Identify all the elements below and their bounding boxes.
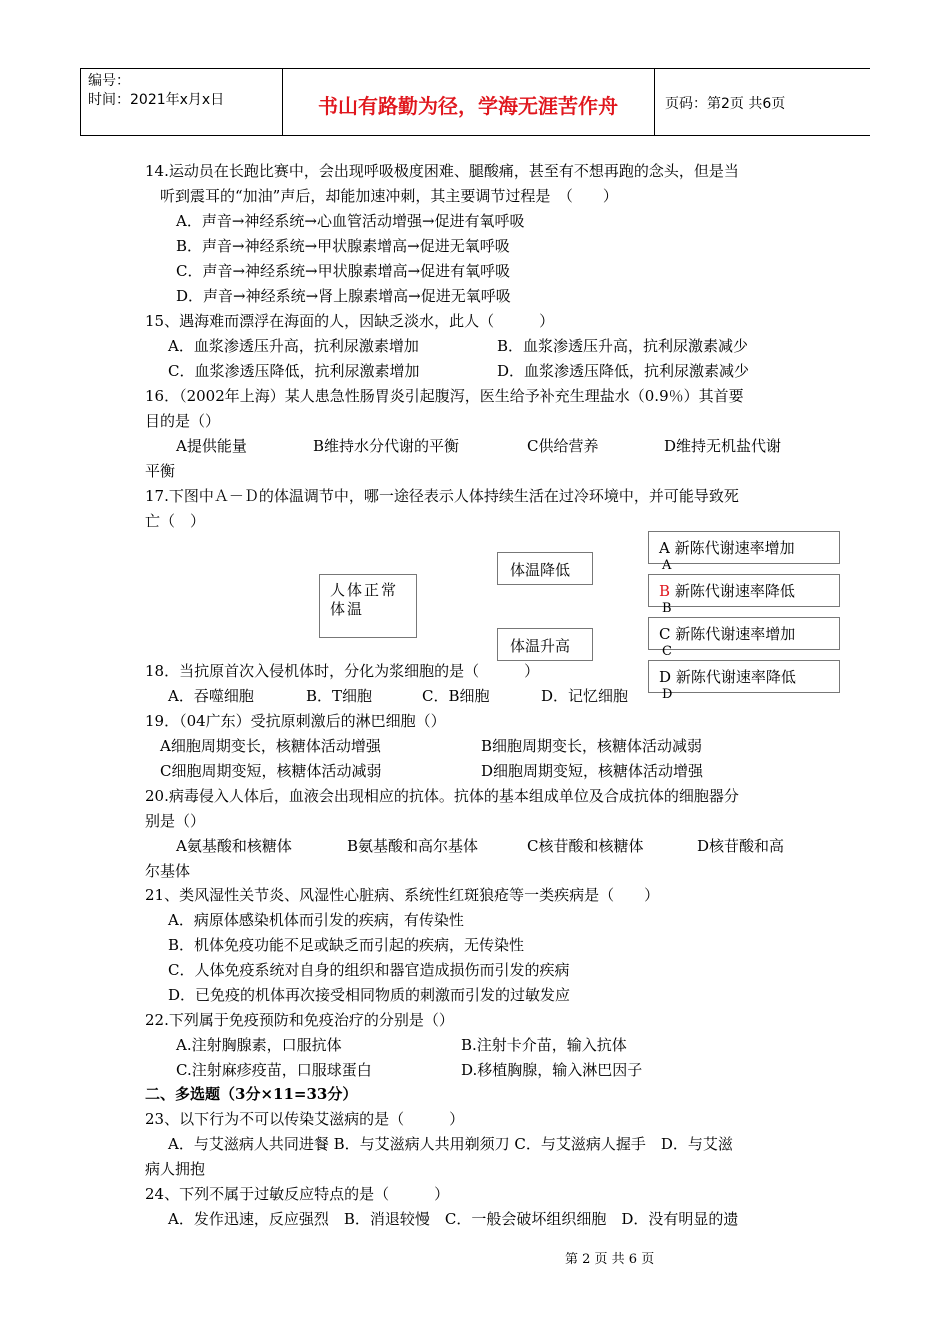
diagram-temp-drop-label: 体温降低 — [510, 561, 571, 579]
q20-option-b: B氨基酸和高尔基体 — [347, 837, 479, 855]
q23-options-cont: 病人拥抱 — [145, 1160, 206, 1178]
q15-option-c: C．血浆渗透压降低，抗利尿激素增加 — [168, 362, 420, 380]
diagram-normal-temp-label: 人体正常体温 — [330, 581, 399, 618]
diagram-box-a-letter: A — [659, 539, 670, 557]
q21-option-d: D．已免疫的机体再次接受相同物质的刺激而引发的过敏发应 — [168, 986, 571, 1004]
q14-stem-cont: 听到震耳的“加油”声后，却能加速冲刺，其主要调节过程是 （ ） — [160, 187, 618, 205]
diagram-box-d-letter: D — [659, 668, 672, 686]
q18-stem: 18．当抗原首次入侵机体时，分化为浆细胞的是（ ） — [145, 662, 540, 680]
q19-option-a: A细胞周期变长，核糖体活动增强 — [160, 737, 381, 755]
q16-stem-cont: 目的是（） — [145, 412, 221, 430]
diagram-box-b-sub: B — [662, 601, 672, 616]
diagram-box-d-sub: D — [662, 687, 673, 702]
q17-stem-cont: 亡（ ） — [145, 512, 206, 530]
q19-stem: 19．（04广东）受抗原刺激后的淋巴细胞（） — [145, 712, 446, 730]
q18-option-c: C．B细胞 — [422, 687, 490, 705]
header-meta — [88, 72, 224, 110]
q21-option-c: C．人体免疫系统对自身的组织和器官造成损伤而引发的疾病 — [168, 961, 570, 979]
diagram-box-c-sub: C — [662, 644, 672, 659]
q23-stem: 23、以下行为不可以传染艾滋病的是（ ） — [145, 1110, 465, 1128]
header-page-number: 页码：第2页 共6页 — [665, 96, 786, 112]
header-bottom-rule — [80, 135, 870, 136]
q20-stem: 20.病毒侵入人体后，血液会出现相应的抗体。抗体的基本组成单位及合成抗体的细胞器分 — [145, 787, 739, 805]
q22-stem: 22.下列属于免疫预防和免疫治疗的分别是（） — [145, 1011, 454, 1029]
q16-option-d-cont: 平衡 — [145, 462, 176, 480]
diagram-temp-rise-label: 体温升高 — [510, 637, 571, 655]
q19-option-d: D细胞周期变短，核糖体活动增强 — [481, 762, 704, 780]
diagram-box-a-text: 新陈代谢速率增加 — [674, 539, 795, 557]
q14-stem: 14.运动员在长跑比赛中，会出现呼吸极度困难、腿酸痛，甚至有不想再跑的念头，但是当 — [145, 162, 739, 180]
q15-option-d: D．血浆渗透压降低，抗利尿激素减少 — [497, 362, 750, 380]
q16-option-b: B维持水分代谢的平衡 — [313, 437, 460, 455]
q15-option-b: B．血浆渗透压升高，抗利尿激素减少 — [497, 337, 749, 355]
q20-option-a: A氨基酸和核糖体 — [176, 837, 292, 855]
header-divider — [80, 68, 81, 135]
diagram-box-a-sub: A — [662, 558, 672, 573]
q19-option-b: B细胞周期变长，核糖体活动减弱 — [481, 737, 703, 755]
q24-stem: 24、下列不属于过敏反应特点的是（ ） — [145, 1185, 450, 1203]
diagram-box-d — [648, 660, 840, 693]
diagram-box-c — [648, 617, 840, 650]
diagram-normal-temp-box — [319, 574, 417, 638]
diagram-box-a — [648, 531, 840, 564]
q16-option-a: A提供能量 — [176, 437, 247, 455]
q21-stem: 21、类风湿性关节炎、风湿性心脏病、系统性红斑狼疮等一类疾病是（ ） — [145, 886, 660, 904]
q22-option-b: B.注射卡介苗，输入抗体 — [461, 1036, 627, 1054]
q21-option-a: A．病原体感染机体而引发的疾病，有传染性 — [168, 911, 464, 929]
doc-time-label: 时间：2021年x月x日 — [88, 92, 225, 108]
q20-stem-cont: 别是（） — [145, 812, 206, 830]
q24-options: A．发作迅速，反应强烈 B．消退较慢 C．一般会破坏组织细胞 D．没有明显的遗 — [168, 1210, 739, 1228]
diagram-box-b-text: 新陈代谢速率降低 — [674, 582, 795, 600]
q14-option-b: B．声音→神经系统→甲状腺素增高→促进无氧呼吸 — [176, 237, 510, 255]
header-motto: 书山有路勤为径，学海无涯苦作舟 — [318, 94, 618, 118]
q18-option-d: D．记忆细胞 — [541, 687, 629, 705]
q22-option-c: C.注射麻疹疫苗，口服球蛋白 — [176, 1061, 372, 1079]
diagram-box-b — [648, 574, 840, 607]
q14-option-a: A．声音→神经系统→心血管活动增强→促进有氧呼吸 — [176, 212, 525, 230]
q15-stem: 15、遇海难而漂浮在海面的人，因缺乏淡水，此人（ ） — [145, 312, 555, 330]
section-heading: 二、多选题（3分×11=33分） — [145, 1085, 358, 1103]
diagram-box-d-text: 新陈代谢速率降低 — [675, 668, 796, 686]
q18-option-b: B．T细胞 — [306, 687, 373, 705]
diagram-box-c-text: 新陈代谢速率增加 — [675, 625, 796, 643]
diagram-temp-rise-box — [497, 628, 593, 661]
q16-option-d: D维持无机盐代谢 — [664, 437, 782, 455]
diagram-box-c-letter: C — [659, 625, 671, 643]
q22-option-a: A.注射胸腺素，口服抗体 — [176, 1036, 342, 1054]
q23-options: A．与艾滋病人共同进餐 B．与艾滋病人共用剃须刀 C．与艾滋病人握手 D．与艾滋 — [168, 1135, 733, 1153]
q21-option-b: B．机体免疫功能不足或缺乏而引起的疾病，无传染性 — [168, 936, 525, 954]
diagram-temp-drop-box — [497, 552, 593, 585]
q16-stem: 16．（2002年上海）某人患急性肠胃炎引起腹泻，医生给予补充生理盐水（0.9％）其首要 — [145, 387, 744, 405]
q20-option-c: C核苷酸和核糖体 — [527, 837, 644, 855]
footer-page-number: 第 2 页 共 6 页 — [565, 1252, 655, 1267]
q20-option-d: D核苷酸和高 — [697, 837, 785, 855]
doc-id-label: 编号： — [88, 73, 130, 89]
q20-option-d-cont: 尔基体 — [145, 862, 191, 880]
header-divider — [654, 68, 655, 135]
q16-option-c: C供给营养 — [527, 437, 599, 455]
q14-option-c: C．声音→神经系统→甲状腺素增高→促进有氧呼吸 — [176, 262, 511, 280]
q22-option-d: D.移植胸腺，输入淋巴因子 — [461, 1061, 643, 1079]
q18-option-a: A．吞噬细胞 — [168, 687, 254, 705]
q17-stem: 17.下图中Ａ－Ｄ的体温调节中，哪一途径表示人体持续生活在过冷环境中，并可能导致死 — [145, 487, 739, 505]
q15-option-a: A．血浆渗透压升高，抗利尿激素增加 — [168, 337, 419, 355]
q14-option-d: D．声音→神经系统→肾上腺素增高→促进无氧呼吸 — [176, 287, 511, 305]
q19-option-c: C细胞周期变短，核糖体活动减弱 — [160, 762, 382, 780]
header-top-rule — [80, 68, 870, 69]
diagram-box-b-letter: B — [659, 582, 671, 600]
